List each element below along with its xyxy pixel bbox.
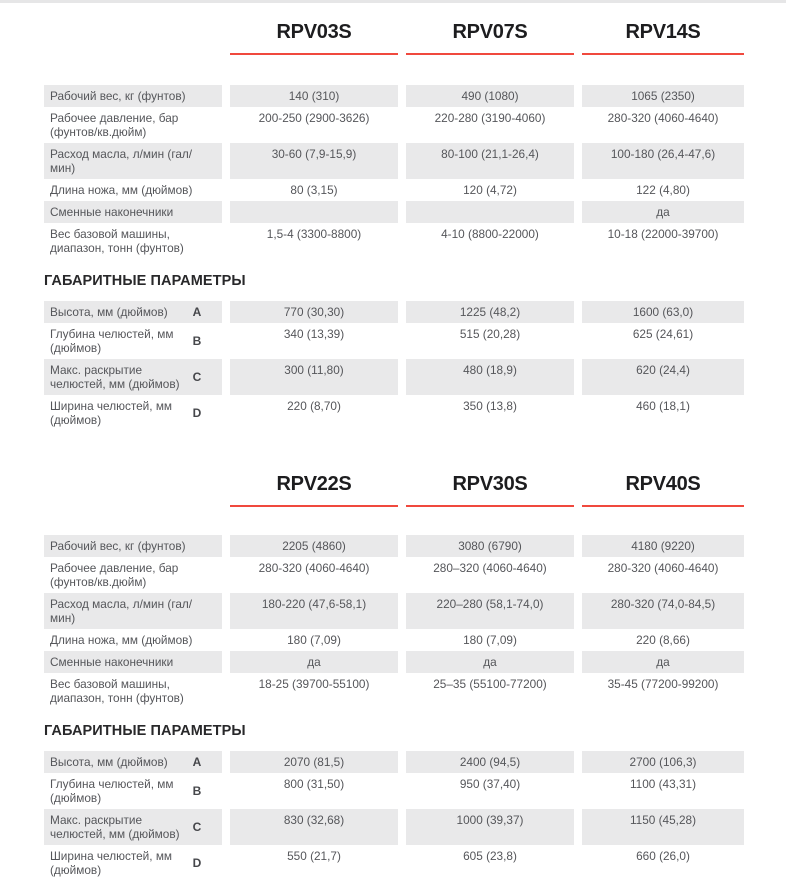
row-label: Вес базовой машины, диапазон, тонн (фунтов) xyxy=(50,227,184,255)
table-row xyxy=(44,751,744,773)
row-label xyxy=(44,323,222,359)
table-row xyxy=(44,673,744,709)
row-label xyxy=(44,845,222,881)
row-label: Длина ножа, мм (дюймов) xyxy=(50,183,193,197)
row-label: Рабочее давление, бар (фунтов/кв.дюйм) xyxy=(50,561,179,589)
dimension-label: Ширина челюстей, мм (дюймов) xyxy=(50,399,173,427)
table-row xyxy=(44,85,744,107)
row-label xyxy=(44,773,222,809)
dimension-value: 2400 (94,5) xyxy=(406,751,574,773)
spec-value: да xyxy=(406,651,574,673)
row-label: Вес базовой машины, диапазон, тонн (фунтов) xyxy=(50,677,184,705)
dimension-value: 340 (13,39) xyxy=(283,327,345,341)
row-label xyxy=(44,301,222,323)
table-row xyxy=(44,593,744,629)
spec-value: 4180 (9220) xyxy=(582,535,744,557)
table-row xyxy=(44,557,744,593)
row-label: Рабочий вес, кг (фунтов) xyxy=(44,535,222,557)
table-row xyxy=(44,179,744,201)
spec-value: 122 (4,80) xyxy=(636,183,690,197)
spec-value xyxy=(230,201,398,223)
spec-value: 180-220 (47,6-58,1) xyxy=(230,593,398,629)
dimension-letter: D xyxy=(192,856,202,870)
dimension-label: Макс. раскрытие челюстей, мм (дюймов) xyxy=(50,813,180,841)
dimension-letter: B xyxy=(192,334,202,348)
dimension-value: 625 (24,61) xyxy=(632,327,694,341)
model-header: RPV40S xyxy=(582,471,744,507)
dimension-value: 2700 (106,3) xyxy=(582,751,744,773)
row-label xyxy=(44,359,222,395)
dimension-value: 350 (13,8) xyxy=(463,399,517,413)
spec-value: 220-280 (3190-4060) xyxy=(434,111,546,125)
dimension-value: 1600 (63,0) xyxy=(582,301,744,323)
dimension-value: 950 (37,40) xyxy=(459,777,521,791)
spec-value: 280-320 (4060-4640) xyxy=(607,561,719,575)
model-header-row xyxy=(44,19,744,55)
spec-value: 280-320 (4060-4640) xyxy=(258,561,370,575)
spec-value: 25–35 (55100-77200) xyxy=(433,677,547,691)
row-label xyxy=(44,809,222,845)
dimension-label: Высота, мм (дюймов) xyxy=(50,755,168,769)
row-label: Рабочее давление, бар (фунтов/кв.дюйм) xyxy=(50,111,179,139)
dimension-value: 515 (20,28) xyxy=(459,327,521,341)
dimension-label: Глубина челюстей, мм (дюймов) xyxy=(50,777,174,805)
dimension-value: 660 (26,0) xyxy=(636,849,690,863)
spec-value: 80 (3,15) xyxy=(290,183,338,197)
dimension-value: 1000 (39,37) xyxy=(406,809,574,845)
dimension-value: 620 (24,4) xyxy=(582,359,744,395)
table-row xyxy=(44,845,744,881)
dimension-letter: B xyxy=(192,784,202,798)
dimension-label: Глубина челюстей, мм (дюймов) xyxy=(50,327,174,355)
row-label: Длина ножа, мм (дюймов) xyxy=(50,633,193,647)
dimension-value: 1100 (43,31) xyxy=(629,777,697,791)
section-heading-dimensions: ГАБАРИТНЫЕ ПАРАМЕТРЫ xyxy=(44,723,246,739)
table-row xyxy=(44,223,744,259)
table-row xyxy=(44,773,744,809)
dimension-value: 220 (8,70) xyxy=(287,399,341,413)
dimension-value: 480 (18,9) xyxy=(406,359,574,395)
dimension-letter: C xyxy=(192,820,202,834)
spec-value: 35-45 (77200-99200) xyxy=(607,677,719,691)
spec-value: 280-320 (74,0-84,5) xyxy=(582,593,744,629)
spec-value: 280-320 (4060-4640) xyxy=(607,111,719,125)
spec-value: 1,5-4 (3300-8800) xyxy=(266,227,362,241)
spec-value: 220–280 (58,1-74,0) xyxy=(406,593,574,629)
spec-value: 140 (310) xyxy=(230,85,398,107)
row-label xyxy=(44,395,222,431)
dimension-letter: D xyxy=(192,406,202,420)
dimension-letter: A xyxy=(192,305,202,319)
dimension-label: Ширина челюстей, мм (дюймов) xyxy=(50,849,173,877)
spec-value: 1065 (2350) xyxy=(582,85,744,107)
row-label: Рабочий вес, кг (фунтов) xyxy=(44,85,222,107)
dimension-value: 1150 (45,28) xyxy=(582,809,744,845)
spec-value: 2205 (4860) xyxy=(230,535,398,557)
table-row xyxy=(44,201,744,223)
dimension-value: 605 (23,8) xyxy=(463,849,517,863)
spec-value: 10-18 (22000-39700) xyxy=(607,227,719,241)
spec-value: 3080 (6790) xyxy=(406,535,574,557)
dimension-value: 770 (30,30) xyxy=(230,301,398,323)
spec-value: 220 (8,66) xyxy=(636,633,690,647)
row-label xyxy=(44,751,222,773)
model-header-row xyxy=(44,471,744,507)
model-header: RPV30S xyxy=(406,471,574,507)
spec-value: да xyxy=(582,651,744,673)
row-label: Расход масла, л/мин (гал/мин) xyxy=(44,593,222,629)
spec-value: 180 (7,09) xyxy=(287,633,341,647)
table-row xyxy=(44,629,744,651)
spec-table xyxy=(44,535,744,709)
spec-value: 4-10 (8800-22000) xyxy=(441,227,539,241)
spec-value: 200-250 (2900-3626) xyxy=(258,111,370,125)
table-row xyxy=(44,535,744,557)
spec-value: 80-100 (21,1-26,4) xyxy=(406,143,574,179)
dimensions-table xyxy=(44,301,744,431)
dimensions-table xyxy=(44,751,744,881)
dimension-value: 830 (32,68) xyxy=(230,809,398,845)
dimension-value: 800 (31,50) xyxy=(283,777,345,791)
dimension-value: 2070 (81,5) xyxy=(230,751,398,773)
spec-value: да xyxy=(582,201,744,223)
spec-value: 18-25 (39700-55100) xyxy=(258,677,370,691)
model-header: RPV22S xyxy=(230,471,398,507)
spec-value: 120 (4,72) xyxy=(463,183,517,197)
dimension-label: Высота, мм (дюймов) xyxy=(50,305,168,319)
dimension-value: 550 (21,7) xyxy=(287,849,341,863)
spec-value: да xyxy=(230,651,398,673)
spec-value: 490 (1080) xyxy=(406,85,574,107)
spec-table xyxy=(44,85,744,259)
row-label: Сменные наконечники xyxy=(44,201,222,223)
table-row xyxy=(44,651,744,673)
dimension-letter: A xyxy=(192,755,202,769)
spec-block-large-models xyxy=(44,471,744,881)
table-row xyxy=(44,809,744,845)
spec-value xyxy=(406,201,574,223)
table-row xyxy=(44,395,744,431)
table-row xyxy=(44,143,744,179)
dimension-value: 460 (18,1) xyxy=(636,399,690,413)
dimension-label: Макс. раскрытие челюстей, мм (дюймов) xyxy=(50,363,180,391)
spec-value: 100-180 (26,4-47,6) xyxy=(582,143,744,179)
spec-sheet xyxy=(0,19,744,881)
section-heading-dimensions: ГАБАРИТНЫЕ ПАРАМЕТРЫ xyxy=(44,273,246,289)
page-top-divider xyxy=(0,0,786,3)
model-header: RPV07S xyxy=(406,19,574,55)
table-row xyxy=(44,301,744,323)
dimension-value: 300 (11,80) xyxy=(230,359,398,395)
dimension-value: 1225 (48,2) xyxy=(406,301,574,323)
spec-value: 180 (7,09) xyxy=(463,633,517,647)
spec-block-small-models xyxy=(44,19,744,431)
model-header: RPV14S xyxy=(582,19,744,55)
spec-value: 30-60 (7,9-15,9) xyxy=(230,143,398,179)
row-label: Расход масла, л/мин (гал/мин) xyxy=(44,143,222,179)
dimension-letter: C xyxy=(192,370,202,384)
table-row xyxy=(44,107,744,143)
row-label: Сменные наконечники xyxy=(44,651,222,673)
model-header: RPV03S xyxy=(230,19,398,55)
spec-value: 280–320 (4060-4640) xyxy=(433,561,547,575)
table-row xyxy=(44,323,744,359)
table-row xyxy=(44,359,744,395)
